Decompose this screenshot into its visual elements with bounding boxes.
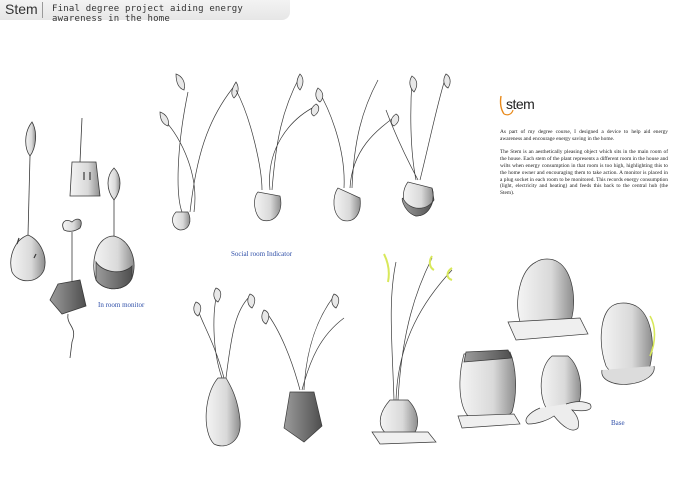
- description-paragraph-2: The Stem is an aesthetically pleasing object which sits in the main room of the house. Each stem of the plant represents a different room in the house and wilts when energy consumption in that room is too high, highlighting this to the home owner and encouraging them to take action. A monitor is placed in a plug socket in each room to be monitored. This records energy consumption (light, electricity and heating) and feeds this back to the central hub (the Stem).: [500, 149, 668, 197]
- header-title: Stem: [5, 1, 38, 17]
- caption-social-room-indicator: Social room Indicator: [231, 250, 293, 258]
- base-sketches: [458, 259, 655, 430]
- description-paragraph-1: As part of my degree course, I designed a device to help aid energy awareness and encourage energy saving in the home.: [500, 129, 668, 143]
- caption-base: Base: [611, 419, 625, 427]
- caption-in-room-monitor: In room monitor: [98, 301, 145, 309]
- logo-text: stem: [506, 96, 535, 112]
- in-room-monitor-sketches: [11, 118, 134, 358]
- bottom-plant-sketches: [194, 254, 452, 446]
- social-room-indicator-sketches: [160, 74, 450, 230]
- header-subtitle: Final degree project aiding energy awareness in the home: [52, 4, 244, 24]
